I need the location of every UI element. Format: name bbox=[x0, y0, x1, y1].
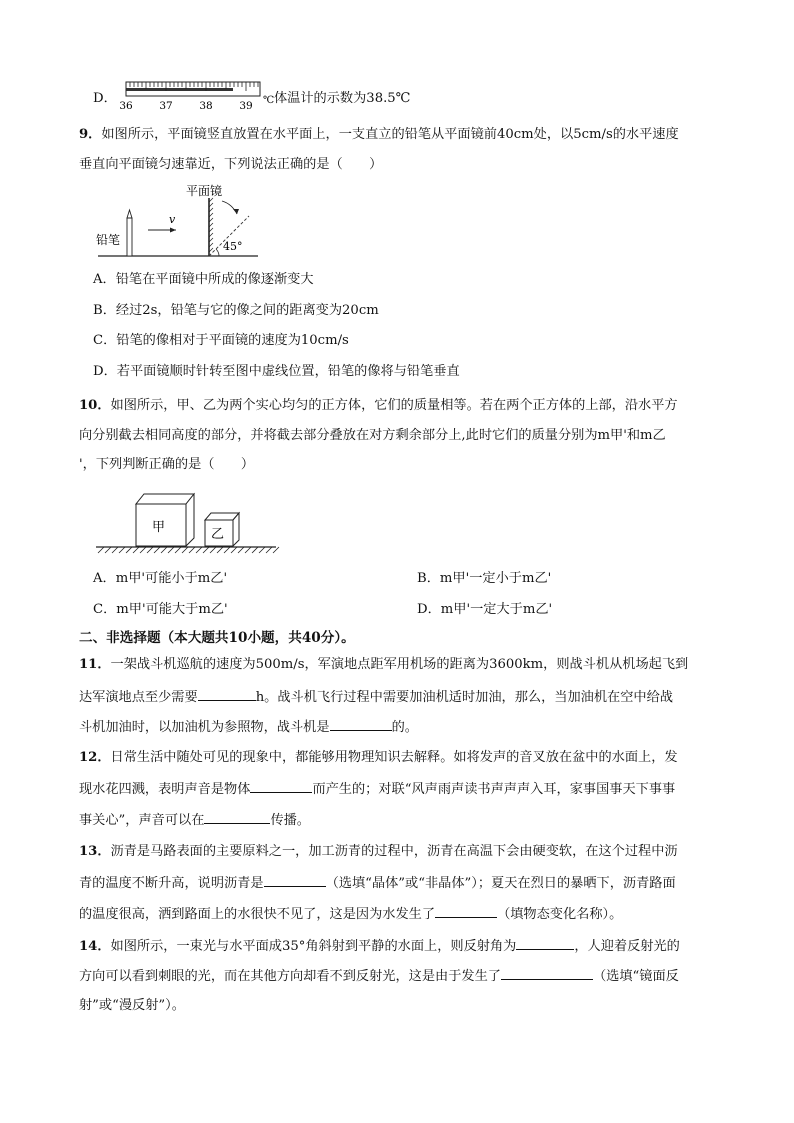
ground-hatch bbox=[126, 547, 132, 553]
question-number: 9． bbox=[79, 127, 102, 142]
q10-option-c: C．m甲'可能大于m乙' bbox=[93, 602, 228, 617]
q12-text: 传播。 bbox=[270, 813, 310, 828]
q14-text: ，人迎着反射光的 bbox=[574, 939, 680, 954]
answer-blank[interactable] bbox=[516, 936, 574, 950]
q13-line2 bbox=[79, 873, 676, 893]
q14-line3: 射”或“漫反射”）。 bbox=[79, 998, 185, 1013]
q10-option-b: B．m甲'一定小于m乙' bbox=[417, 571, 552, 586]
q14-text: 如图所示，一束光与水平面成35°角斜射到平静的水面上，则反射角为 bbox=[110, 939, 517, 954]
q14-line1 bbox=[79, 936, 680, 956]
q10-option-d: D．m甲'一定大于m乙' bbox=[417, 602, 553, 617]
ground-hatch bbox=[175, 547, 181, 553]
q13-text: 青的温度不断升高，说明沥青是 bbox=[79, 876, 264, 891]
ground-hatch bbox=[196, 547, 202, 553]
ground-hatch bbox=[224, 547, 230, 553]
q11-line2 bbox=[79, 687, 673, 707]
unit-label: ℃ bbox=[263, 95, 275, 106]
answer-blank[interactable] bbox=[264, 873, 326, 887]
q11-text: 斗机加油时，以加油机为参照物，战斗机是 bbox=[79, 720, 330, 735]
ground-hatch bbox=[119, 547, 125, 553]
q9-option-d: D．若平面镜顺时针转至图中虚线位置，铅笔的像将与铅笔垂直 bbox=[93, 364, 460, 379]
question-number: 11． bbox=[79, 657, 111, 672]
mirror-pencil-figure bbox=[92, 180, 262, 264]
q9-option-c: C．铅笔的像相对于平面镜的速度为10cm/s bbox=[93, 333, 349, 348]
q13-text: 沥青是马路表面的主要原料之一，加工沥青的过程中，沥青在高温下会由硬变软，在这个过程中沥 bbox=[110, 844, 678, 859]
rotation-arrow bbox=[222, 201, 237, 214]
q9-stem-line1 bbox=[79, 126, 679, 144]
q9-option-a: A．铅笔在平面镜中所成的像逐渐变大 bbox=[93, 272, 314, 287]
ground-hatch bbox=[147, 547, 153, 553]
q12-text: 而产生的；对联“风声雨声读书声声声入耳，家事国事天下事事 bbox=[312, 782, 676, 797]
question-number: 14． bbox=[79, 939, 111, 954]
tick-label: 37 bbox=[159, 100, 173, 112]
ground-hatch bbox=[245, 547, 251, 553]
ground-hatch bbox=[273, 547, 279, 553]
q14-text: （选填“镜面反 bbox=[593, 969, 679, 984]
ground-hatch bbox=[182, 547, 188, 553]
thermometer-scale-figure bbox=[112, 78, 275, 114]
q14-line2 bbox=[79, 966, 679, 986]
q13-line1 bbox=[79, 843, 678, 861]
q10-stem-text: 如图所示，甲、乙为两个实心均匀的正方体，它们的质量相等。若在两个正方体的上部，沿水平方 bbox=[110, 398, 678, 413]
q11-line3 bbox=[79, 717, 418, 737]
q11-line1 bbox=[79, 656, 688, 674]
ground-hatch bbox=[189, 547, 195, 553]
q12-line2 bbox=[79, 779, 675, 799]
q11-text: 一架战斗机巡航的速度为500m/s，军演地点距军用机场的距离为3600km，则战斗机从机场起飞到 bbox=[110, 657, 689, 672]
q10-option-a: A．m甲'可能小于m乙' bbox=[93, 571, 228, 586]
section-title: 二、非选择题（本大题共10小题，共40分）。 bbox=[79, 630, 355, 646]
q11-text: h。战斗机飞行过程中需要加油机适时加油，那么，当加油机在空中给战 bbox=[255, 690, 673, 705]
cube-jia-label: 甲 bbox=[152, 520, 166, 535]
cube-yi-label: 乙 bbox=[211, 527, 225, 542]
q13-text: 的温度很高，洒到路面上的水很快不见了，这是因为水发生了 bbox=[79, 907, 436, 922]
q11-text: 的。 bbox=[391, 720, 418, 735]
ground-hatch bbox=[259, 547, 265, 553]
q13-text: （填物态变化名称）。 bbox=[497, 907, 623, 922]
ground-hatch bbox=[140, 547, 146, 553]
q9-stem-line2: 垂直向平面镜匀速靠近，下列说法正确的是（ ） bbox=[79, 157, 383, 172]
ground-hatch bbox=[133, 547, 139, 553]
answer-blank[interactable] bbox=[435, 904, 497, 918]
tick-label: 38 bbox=[199, 100, 213, 112]
q13-line3 bbox=[79, 904, 622, 924]
q12-text: 现水花四溅，表明声音是物体 bbox=[79, 782, 251, 797]
q8-option-d-text: 体温计的示数为38.5℃ bbox=[274, 91, 411, 106]
tick-label: 39 bbox=[239, 100, 253, 112]
answer-blank[interactable] bbox=[330, 717, 392, 731]
q12-text: 日常生活中随处可见的现象中，都能够用物理知识去解释。如将发声的音叉放在盆中的水面上，发 bbox=[110, 750, 678, 765]
ground-hatch bbox=[98, 547, 104, 553]
ground-hatch bbox=[252, 547, 258, 553]
question-number: 12． bbox=[79, 750, 111, 765]
q13-text: （选填“晶体”或“非晶体”）；夏天在烈日的暴晒下，沥青路面 bbox=[325, 876, 676, 891]
angle-label: 45° bbox=[223, 240, 243, 253]
q12-line3 bbox=[79, 810, 310, 830]
question-number: 10． bbox=[79, 398, 111, 413]
tick-label: 36 bbox=[119, 100, 133, 112]
ground-hatch bbox=[231, 547, 237, 553]
mercury-column bbox=[126, 88, 233, 91]
q10-stem-line2: 向分别截去相同高度的部分，并将截去部分叠放在对方剩余部分上,此时它们的质量分别为m甲'和m乙 bbox=[79, 428, 666, 443]
q12-line1 bbox=[79, 749, 678, 767]
q14-text: 方向可以看到刺眼的光，而在其他方向却看不到反射光，这是由于发生了 bbox=[79, 969, 501, 984]
ground-hatch bbox=[161, 547, 167, 553]
ground-hatch bbox=[168, 547, 174, 553]
answer-blank[interactable] bbox=[501, 966, 593, 980]
q9-option-b: B．经过2s，铅笔与它的像之间的距离变为20cm bbox=[93, 303, 379, 318]
q10-stem-line3: '，下列判断正确的是（ ） bbox=[79, 457, 255, 472]
q11-text: 达军演地点至少需要 bbox=[79, 690, 198, 705]
ground-hatch bbox=[210, 547, 216, 553]
q9-stem-text: 如图所示，平面镜竖直放置在水平面上，一支直立的铅笔从平面镜前40cm处，以5cm/s的水平速度 bbox=[101, 127, 679, 142]
cubes-figure bbox=[94, 486, 278, 558]
ground-hatch bbox=[105, 547, 111, 553]
ground-hatch bbox=[238, 547, 244, 553]
q12-text: 事关心”，声音可以在 bbox=[79, 813, 205, 828]
ground-hatch bbox=[203, 547, 209, 553]
pencil-label: 铅笔 bbox=[96, 233, 121, 247]
q8-option-d-letter: D． bbox=[93, 91, 117, 106]
ground-hatch bbox=[266, 547, 272, 553]
ground-hatch bbox=[217, 547, 223, 553]
answer-blank[interactable] bbox=[250, 779, 312, 793]
q10-stem-line1 bbox=[79, 397, 678, 415]
ground-hatch bbox=[112, 547, 118, 553]
velocity-label: v bbox=[169, 213, 176, 226]
answer-blank[interactable] bbox=[198, 687, 256, 701]
mirror-label: 平面镜 bbox=[186, 184, 223, 198]
question-number: 13． bbox=[79, 844, 111, 859]
answer-blank[interactable] bbox=[204, 810, 270, 824]
ground-hatch bbox=[154, 547, 160, 553]
pencil bbox=[127, 218, 132, 256]
